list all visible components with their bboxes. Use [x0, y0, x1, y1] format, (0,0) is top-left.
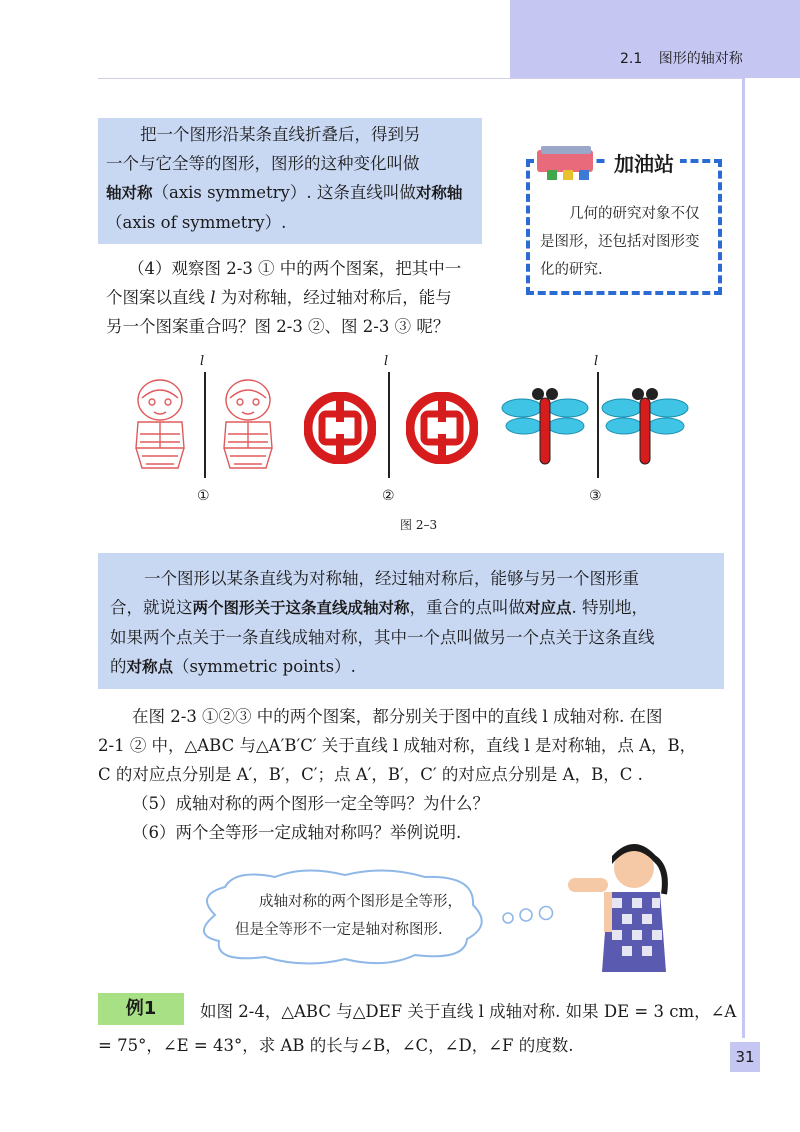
symmetry-axis-1 — [204, 372, 206, 478]
paragraph-line1: 在图 2-3 ①②③ 中的两个图案，都分别关于图中的直线 l 成轴对称. 在图 — [132, 707, 663, 726]
subfigure-label-1: ① — [197, 488, 210, 504]
example1-line2: = 75°，∠E = 43°，求 AB 的长与∠B，∠C，∠D，∠F 的度数. — [98, 1036, 574, 1055]
term-axis-of-symmetry: 对称轴 — [415, 184, 463, 202]
tip-title: 加油站 — [608, 148, 680, 177]
question4-line1: （4）观察图 2-3 ① 中的两个图案，把其中一 — [128, 259, 462, 278]
thought-line1: 成轴对称的两个图形是全等形， — [259, 894, 462, 910]
thought-bubble-dots — [500, 904, 560, 926]
question4-line3: 另一个图案重合吗？图 2-3 ②、图 2-3 ③ 呢？ — [106, 317, 450, 336]
gas-station-icon — [533, 140, 603, 184]
definition1-line4: （axis of symmetry）. — [106, 213, 287, 232]
definition2-text — [110, 564, 655, 682]
question6: （6）两个全等形一定成轴对称吗？举例说明. — [132, 823, 462, 842]
thought-line2: 但是全等形不一定是轴对称图形. — [235, 922, 443, 938]
dragonfly-icon-mirrored — [600, 384, 690, 468]
paragraph-line3: C 的对应点分别是 A′，B′，C′；点 A′，B′，C′ 的对应点分别是 A，B，C . — [98, 765, 643, 784]
axis-label-2: l — [384, 354, 389, 369]
term-axis-symmetry: 轴对称 — [106, 184, 153, 202]
symmetry-axis-3 — [597, 372, 599, 478]
doll-figure-icon — [130, 378, 190, 472]
thought-bubble-text — [235, 888, 462, 944]
definition2-line1: 一个图形以某条直线为对称轴，经过轴对称后，能够与另一个图形重 — [144, 569, 639, 588]
figure-caption: 图 2–3 — [400, 518, 438, 532]
subfigure-label-2: ② — [382, 488, 395, 504]
doll-figure-icon-mirrored — [218, 378, 278, 472]
question4-line2: 个图案以直线 l 为对称轴，经过轴对称后，能与 — [106, 288, 452, 307]
question4 — [106, 254, 461, 341]
side-bar — [742, 78, 745, 1038]
student-girl-illustration — [568, 838, 708, 972]
question5: （5）成轴对称的两个图形一定全等吗？为什么？ — [132, 794, 489, 813]
example-tag: 例1 — [98, 993, 184, 1025]
subfigure-label-3: ③ — [589, 488, 602, 504]
page-number: 31 — [730, 1042, 760, 1072]
explanation-paragraph — [98, 702, 696, 847]
definition2-line2: 合，就说这两个图形关于这条直线成轴对称，重合的点叫做对应点. 特别地， — [110, 598, 649, 617]
section-heading — [620, 48, 743, 68]
section-number: 2.1 — [620, 51, 643, 67]
coin-symbol-icon-mirrored — [406, 392, 478, 464]
header-divider — [98, 78, 744, 79]
definition1-line3: 轴对称（axis symmetry）. 这条直线叫做对称轴 — [106, 183, 463, 202]
axis-label-1: l — [200, 354, 205, 369]
coin-symbol-icon — [304, 392, 376, 464]
definition1-line2: 一个与它全等的图形，图形的这种变化叫做 — [106, 154, 420, 173]
definition2-line3: 如果两个点关于一条直线成轴对称，其中一个点叫做另一个点关于这条直线 — [110, 628, 655, 647]
definition1-text — [106, 120, 462, 237]
symmetry-axis-2 — [388, 372, 390, 478]
section-title: 图形的轴对称 — [658, 51, 743, 67]
axis-label-3: l — [594, 354, 599, 369]
example1-text — [98, 995, 736, 1063]
term-symmetric-point: 对称点 — [126, 658, 174, 676]
definition1-line1: 把一个图形沿某条直线折叠后，得到另 — [140, 125, 421, 144]
definition2-line4: 的对称点（symmetric points）. — [110, 657, 356, 676]
term-axis-symmetric-figures: 两个图形关于这条直线成轴对称 — [192, 599, 410, 617]
dragonfly-icon — [500, 384, 590, 468]
paragraph-line2: 2-1 ② 中，△ABC 与△A′B′C′ 关于直线 l 成轴对称，直线 l 是对称轴，点 A，B， — [98, 736, 697, 755]
term-corresponding-point: 对应点 — [525, 599, 572, 617]
example1-line1: 如图 2-4，△ABC 与△DEF 关于直线 l 成轴对称. 如果 DE = 3 cm，∠A — [200, 1002, 737, 1021]
tip-body: 几何的研究对象不仅是图形，还包括对图形变化的研究. — [540, 206, 700, 278]
